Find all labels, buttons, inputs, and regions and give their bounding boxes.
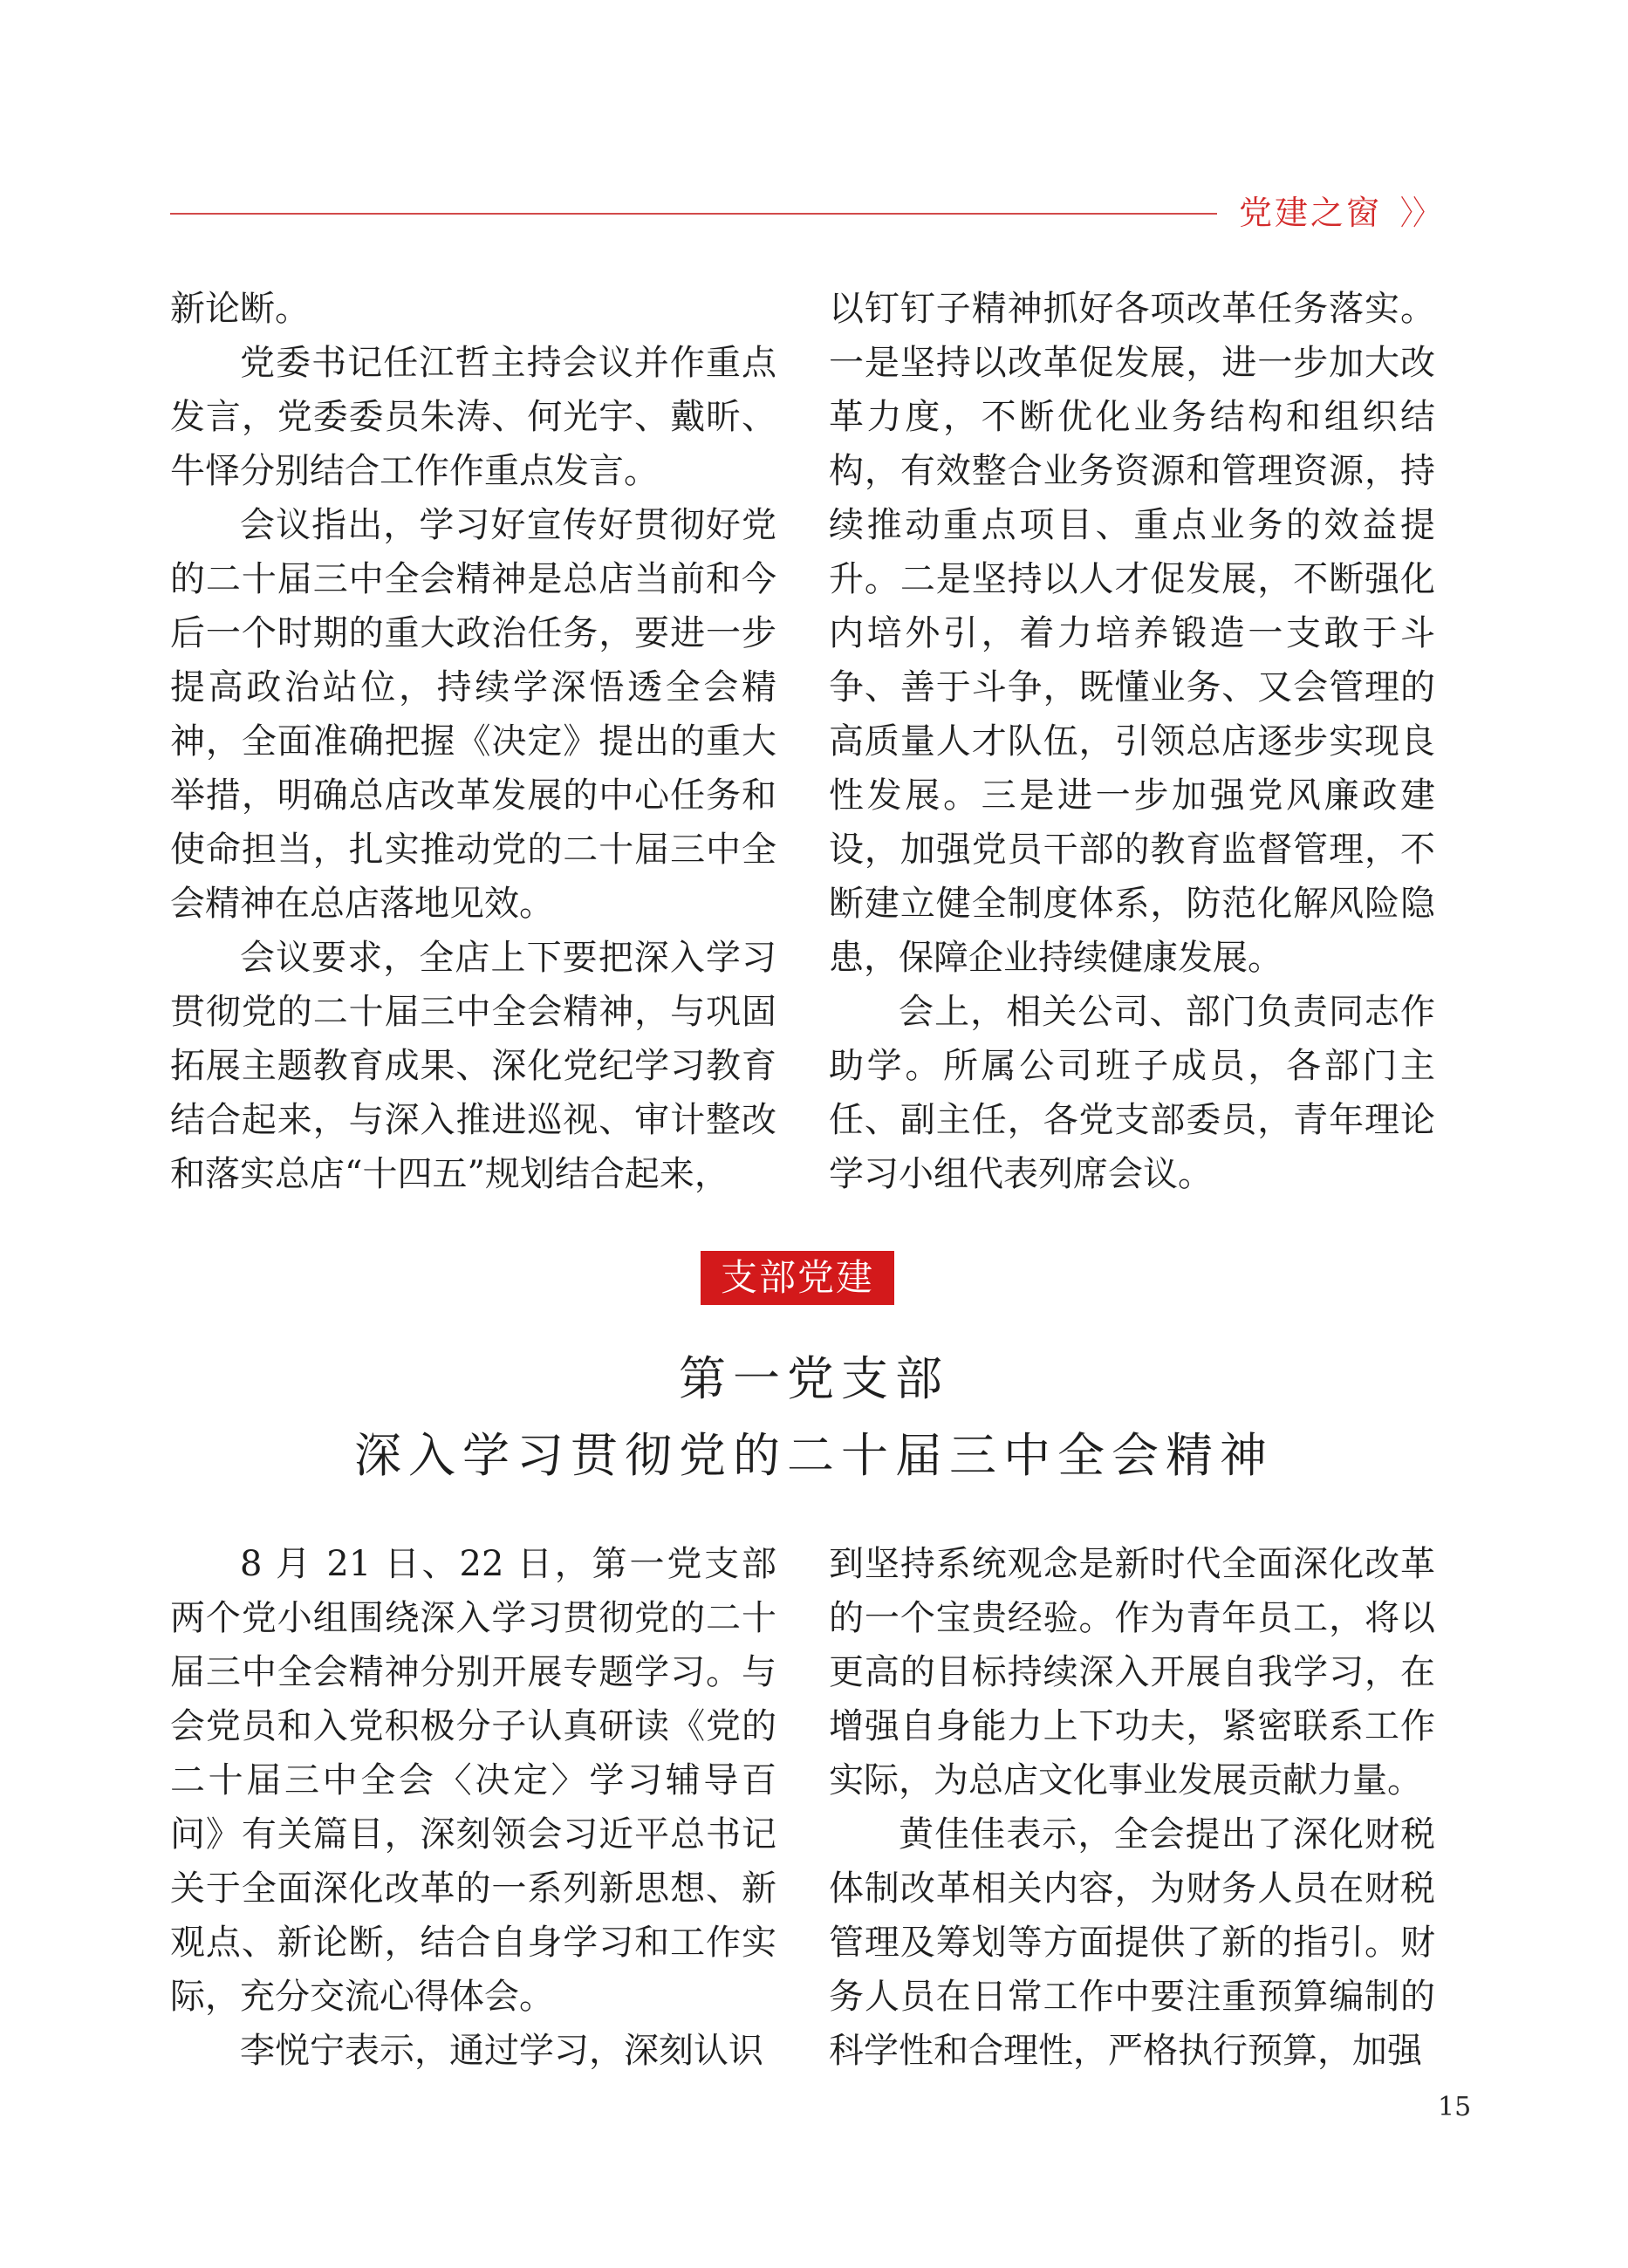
paragraph: 会上，相关公司、部门负责同志作助学。所属公司班子成员，各部门主任、副主任，各党支部委员，青年理论学习小组代表列席会议。 [829,992,1435,1194]
article-title-line-1: 第一党支部 [679,1351,949,1406]
bottom-left-column [170,1537,776,2078]
paragraph: 黄佳佳表示，全会提出了深化财税体制改革相关内容，为财务人员在财税管理及筹划等方面提供了新的指引。财务人员在日常工作中要注重预算编制的科学性和合理性，严格执行预算，加强 [829,1814,1435,2071]
top-left-column [170,282,776,1201]
paragraph: 会议指出，学习好宣传好贯彻好党的二十届三中全会精神是总店当前和今后一个时期的重大政治任务，要进一步提高政治站位，持续学深悟透全会精神，全面准确把握《决定》提出的重大举措，明确总店改革发展的中心任务和使命担当，扎实推动党的二十届三中全会精神在总店落地见效。 [170,505,776,924]
paragraph: 到坚持系统观念是新时代全面深化改革的一个宝贵经验。作为青年员工，将以更高的目标持续深入开展自我学习，在增强自身能力上下功夫，紧密联系工作实际，为总店文化事业发展贡献力量。 [829,1544,1435,1800]
article-title-line-2: 深入学习贯彻党的二十届三中全会精神 [354,1428,1274,1483]
double-chevron-icon: 〉〉 [1400,194,1438,232]
top-right-column [829,282,1435,1201]
section-banner: 支部党建 [701,1251,894,1305]
page-number: 15 [1438,2092,1472,2122]
paragraph: 会议要求，全店上下要把深入学习贯彻党的二十届三中全会精神，与巩固拓展主题教育成果、深化党纪学习教育结合起来，与深入推进巡视、审计整改和落实总店“十四五”规划结合起来， [170,938,776,1194]
section-label [1239,190,1444,236]
section-label-text: 党建之窗 [1239,194,1383,232]
paragraph: 党委书记任江哲主持会议并作重点发言，党委委员朱涛、何光宇、戴昕、牛怿分别结合工作作重点发言。 [170,343,776,491]
paragraph: 李悦宁表示，通过学习，深刻认识 [240,2031,763,2071]
paragraph: 8 月 21 日、22 日，第一党支部两个党小组围绕深入学习贯彻党的二十届三中全会精神分别开展专题学习。与会党员和入党积极分子认真研读《党的二十届三中全会〈决定〉学习辅导百问》有关篇目，深刻领会习近平总书记关于全面深化改革的一系列新思想、新观点、新论断，结合自身学习和工作实际，充分交流心得体会。 [170,1544,776,2017]
bottom-right-column [829,1537,1435,2078]
paragraph: 新论断。 [170,289,310,329]
header-rule [170,213,1217,215]
paragraph: 以钉钉子精神抓好各项改革任务落实。一是坚持以改革促发展，进一步加大改革力度，不断优化业务结构和组织结构，有效整合业务资源和管理资源，持续推动重点项目、重点业务的效益提升。二是坚持以人才促发展，不断强化内培外引，着力培养锻造一支敢于斗争、善于斗争，既懂业务、又会管理的高质量人才队伍，引领总店逐步实现良性发展。三是进一步加强党风廉政建设，加强党员干部的教育监督管理，不断建立健全制度体系，防范化解风险隐患，保障企业持续健康发展。 [829,289,1435,978]
